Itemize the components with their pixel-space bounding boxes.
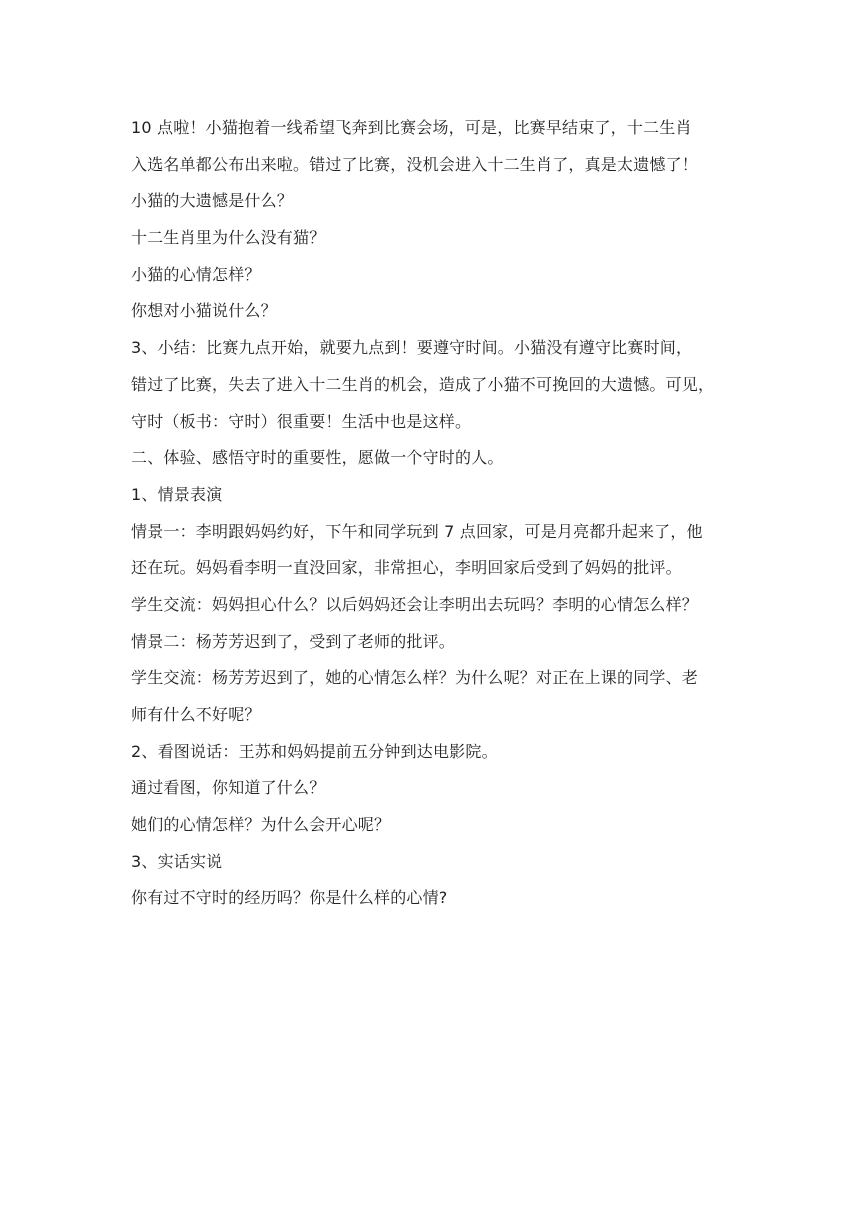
summary-line: 错过了比赛，失去了进入十二生肖的机会，造成了小猫不可挽回的大遗憾。可见，: [131, 374, 715, 394]
text-line: 入选名单都公布出来啦。错过了比赛，没机会进入十二生肖了，真是太遗憾了！: [131, 154, 699, 174]
discussion-line: 师有什么不好呢？: [131, 705, 261, 724]
section-heading: 二、体验、感悟守时的重要性，愿做一个守时的人。: [131, 448, 504, 468]
subsection-heading: 3、实话实说: [131, 851, 223, 871]
discussion-line: 学生交流：妈妈担心什么？以后妈妈还会让李明出去玩吗？李明的心情怎么样？: [131, 594, 699, 614]
question-line: 她们的心情怎样？为什么会开心呢？: [131, 815, 391, 835]
document-body: [131, 110, 731, 917]
subsection-heading: 2、看图说话：王苏和妈妈提前五分钟到达电影院。: [131, 741, 498, 761]
question-line: 你想对小猫说什么？: [131, 301, 277, 321]
summary-line: 守时（板书：守时）很重要！生活中也是这样。: [131, 411, 472, 431]
question-line: 通过看图，你知道了什么？: [131, 778, 326, 798]
scenario-line: 情景二：杨芳芳迟到了，受到了老师的批评。: [131, 631, 456, 651]
subsection-heading: 1、情景表演: [131, 484, 223, 504]
scenario-line: 还在玩。妈妈看李明一直没回家，非常担心，李明回家后受到了妈妈的批评。: [131, 558, 682, 578]
scenario-line: 情景一：李明跟妈妈约好，下午和同学玩到 7 点回家，可是月亮都升起来了，他: [131, 521, 703, 541]
question-line: 你有过不守时的经历吗？你是什么样的心情?: [131, 888, 448, 908]
question-line: 小猫的大遗憾是什么？: [131, 191, 294, 211]
question-line: 小猫的心情怎样？: [131, 264, 261, 284]
discussion-line: 学生交流：杨芳芳迟到了，她的心情怎么样？为什么呢？对正在上课的同学、老: [131, 668, 699, 688]
question-line: 十二生肖里为什么没有猫？: [131, 228, 326, 248]
text-line: 10 点啦！小猫抱着一线希望飞奔到比赛会场，可是，比赛早结束了，十二生肖: [131, 118, 692, 137]
summary-line: 3、小结：比赛九点开始，就要九点到！要遵守时间。小猫没有遵守比赛时间，: [131, 338, 693, 358]
